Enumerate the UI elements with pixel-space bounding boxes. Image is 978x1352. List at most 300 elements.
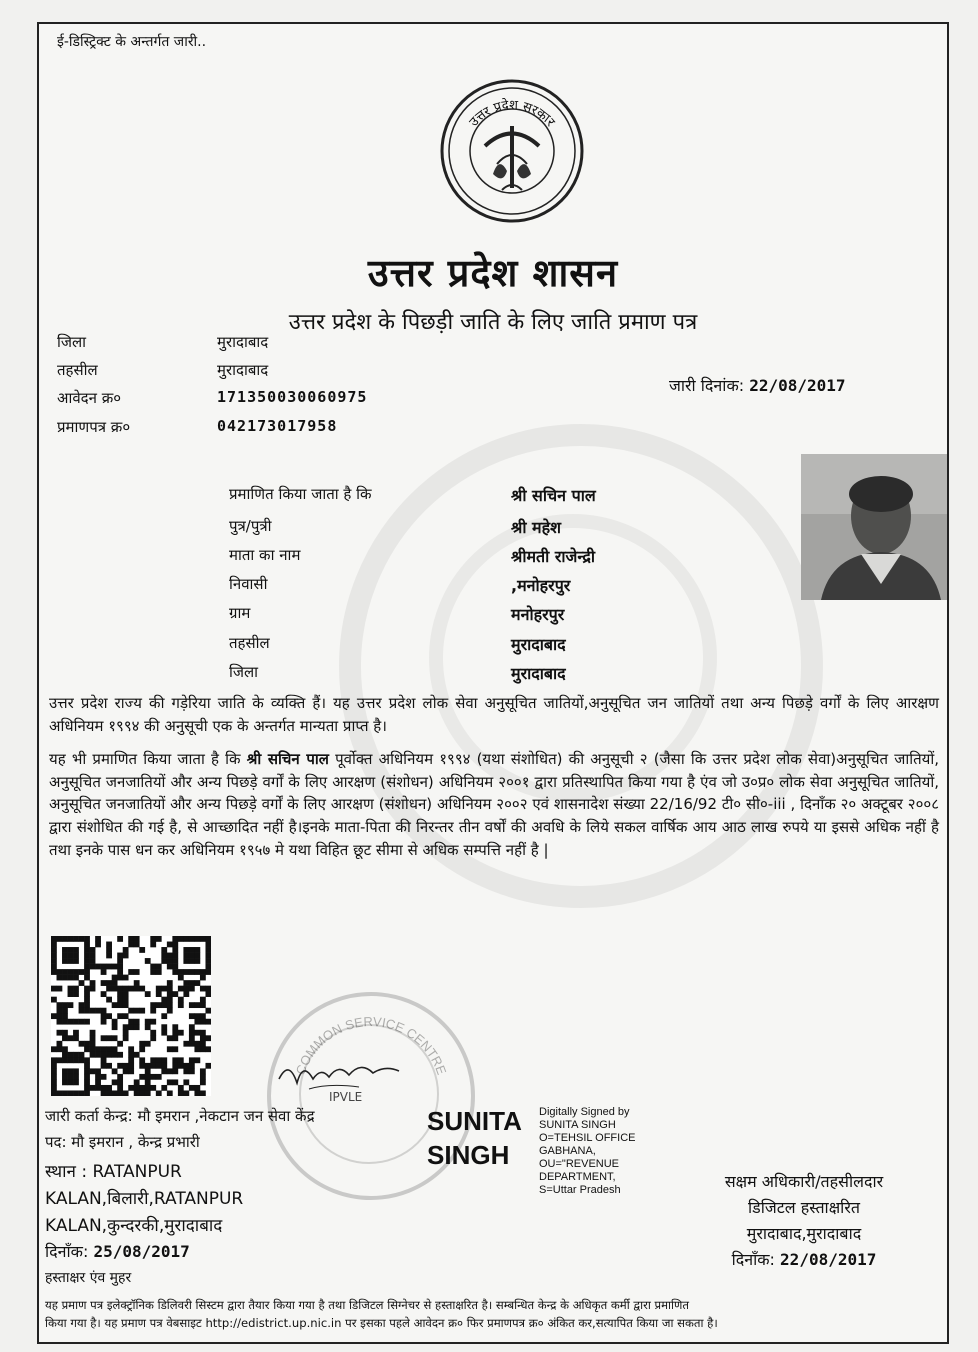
qr-module [57, 986, 63, 992]
qr-module [101, 1052, 107, 1058]
certificate-paragraph-1: उत्तर प्रदेश राज्य की गड़ेरिया जाति के व्यक्ति हैं। यह उत्तर प्रदेश लोक सेवा अनुसूचित जातियों,अनुसूचित जन जातियों तथा अन्य पिछड़े वर्गों के लिए आरक्षण अधिनियम १९९४ की अनुसूची एक के अन्तर्गत मान्यता प्राप्त है। [49, 694, 939, 735]
qr-module [200, 969, 206, 975]
qr-module [167, 1008, 173, 1014]
qr-module [200, 1046, 206, 1052]
qr-module [150, 1035, 156, 1041]
paragraph-2-start: यह भी प्रमाणित किया जाता है कि [49, 750, 241, 768]
applicant-photo [801, 454, 947, 600]
qr-module [62, 1090, 68, 1096]
qr-module [51, 947, 57, 953]
paragraph-2-name: श्री सचिन पाल [246, 750, 329, 768]
qr-module [205, 958, 211, 964]
qr-module [156, 1002, 162, 1008]
qr-module [123, 1002, 129, 1008]
qr-module [128, 1052, 134, 1058]
resident-value: ,मनोहरपुर [511, 576, 571, 595]
qr-module [62, 1030, 68, 1036]
qr-module [68, 975, 74, 981]
certified-label: प्रमाणित किया जाता है कि [229, 485, 372, 503]
qr-module [51, 986, 57, 992]
qr-module [101, 1074, 107, 1080]
qr-module [134, 936, 140, 942]
qr-module [57, 936, 63, 942]
qr-module [95, 1046, 101, 1052]
qr-module [156, 1057, 162, 1063]
qr-module [189, 953, 195, 959]
qr-module [117, 1013, 123, 1019]
authority-date [679, 1248, 929, 1270]
qr-module [62, 1046, 68, 1052]
qr-module [90, 1068, 96, 1074]
application-number-label: आवेदन क्र० [57, 389, 122, 407]
qr-module [156, 986, 162, 992]
emblem-text: उत्तर प्रदेश सरकार [466, 97, 558, 130]
qr-module [194, 1030, 200, 1036]
qr-module [73, 1079, 79, 1085]
qr-module [189, 1063, 195, 1069]
qr-module [112, 1002, 118, 1008]
qr-module [156, 936, 162, 942]
qr-module [51, 1074, 57, 1080]
qr-module [161, 1013, 167, 1019]
qr-module [139, 1063, 145, 1069]
qr-module [150, 1008, 156, 1014]
dsig-line: SUNITA SINGH [539, 1119, 616, 1131]
qr-module [79, 1090, 85, 1096]
qr-module [200, 997, 206, 1003]
qr-module [51, 969, 57, 975]
qr-module [101, 980, 107, 986]
qr-module [62, 1052, 68, 1058]
qr-module [194, 1046, 200, 1052]
qr-module [57, 1046, 63, 1052]
qr-module [150, 942, 156, 948]
qr-module [68, 1002, 74, 1008]
qr-module [101, 991, 107, 997]
qr-module [84, 953, 90, 959]
qr-module [183, 969, 189, 975]
qr-module [117, 997, 123, 1003]
dsig-line: O=TEHSIL OFFICE [539, 1132, 636, 1144]
qr-module [106, 1035, 112, 1041]
qr-module [79, 1057, 85, 1063]
qr-module [161, 1085, 167, 1091]
qr-module [178, 986, 184, 992]
qr-module [205, 964, 211, 970]
qr-module [205, 986, 211, 992]
qr-module [172, 969, 178, 975]
qr-module [150, 1074, 156, 1080]
qr-module [183, 1079, 189, 1085]
qr-module [51, 953, 57, 959]
qr-module [62, 969, 68, 975]
dsig-line: DEPARTMENT, [539, 1171, 616, 1183]
qr-module [167, 997, 173, 1003]
qr-module [106, 980, 112, 986]
qr-module [57, 1057, 63, 1063]
digital-signer-name [427, 1104, 522, 1172]
qr-module [172, 953, 178, 959]
issue-date-label: जारी दिनांक: [669, 376, 745, 395]
qr-module [51, 1013, 57, 1019]
qr-module [90, 986, 96, 992]
qr-module [134, 1085, 140, 1091]
qr-module [101, 1008, 107, 1014]
dsig-line: Digitally Signed by [539, 1106, 630, 1118]
qr-module [167, 1090, 173, 1096]
qr-module [150, 1063, 156, 1069]
qr-module [172, 1079, 178, 1085]
applicant-name: श्री सचिन पाल [511, 486, 596, 505]
qr-module [183, 1090, 189, 1096]
qr-module [172, 942, 178, 948]
qr-module [106, 1052, 112, 1058]
qr-module [68, 958, 74, 964]
qr-module [112, 1068, 118, 1074]
qr-module [68, 1079, 74, 1085]
person-district-label: जिला [229, 663, 259, 681]
qr-module [73, 936, 79, 942]
qr-module [172, 1024, 178, 1030]
qr-module [57, 1041, 63, 1047]
qr-module [128, 1046, 134, 1052]
resident-label: निवासी [229, 575, 268, 593]
qr-module [106, 997, 112, 1003]
qr-module [189, 947, 195, 953]
qr-module [172, 1030, 178, 1036]
qr-module [205, 1063, 211, 1069]
qr-module [62, 1019, 68, 1025]
qr-module [51, 958, 57, 964]
qr-module [57, 1008, 63, 1014]
qr-module [172, 1057, 178, 1063]
qr-module [106, 986, 112, 992]
qr-module [117, 936, 123, 942]
qr-module [167, 953, 173, 959]
qr-module [205, 947, 211, 953]
qr-module [183, 1041, 189, 1047]
qr-module [62, 953, 68, 959]
qr-module [84, 942, 90, 948]
qr-module [62, 1068, 68, 1074]
qr-module [200, 1019, 206, 1025]
qr-module [90, 964, 96, 970]
qr-module [145, 1019, 151, 1025]
qr-module [117, 953, 123, 959]
qr-module [150, 1030, 156, 1036]
qr-module [189, 1035, 195, 1041]
qr-module [68, 1057, 74, 1063]
qr-module [117, 986, 123, 992]
qr-module [73, 986, 79, 992]
qr-module [101, 969, 107, 975]
qr-module [150, 1019, 156, 1025]
qr-module [183, 986, 189, 992]
authority-date-label: दिनाँक: [731, 1250, 775, 1269]
qr-module [183, 1063, 189, 1069]
qr-module [145, 1085, 151, 1091]
qr-module [57, 1090, 63, 1096]
signature-seal-label: हस्ताक्षर एंव मुहर [45, 1270, 132, 1286]
qr-module [161, 1063, 167, 1069]
qr-module [139, 1041, 145, 1047]
qr-module [101, 1019, 107, 1025]
qr-module [84, 1002, 90, 1008]
qr-module [73, 953, 79, 959]
qr-module [139, 1085, 145, 1091]
parent-label: पुत्र/पुत्री [229, 517, 272, 535]
qr-module [189, 1024, 195, 1030]
qr-module [112, 1024, 118, 1030]
footer-line-1: यह प्रमाण पत्र इलेक्ट्रॉनिक डिलिवरी सिस्टम द्वारा तैयार किया गया है तथा डिजिटल सिग्नेचर से हस्ताक्षरित है। सम्बन्धित केन्द्र के अधिकृत कर्मी द्वारा प्रमाणित [45, 1298, 690, 1312]
qr-module [62, 1057, 68, 1063]
qr-module [134, 1008, 140, 1014]
qr-module [189, 1002, 195, 1008]
qr-module [106, 1063, 112, 1069]
qr-module [167, 1079, 173, 1085]
qr-module [68, 1035, 74, 1041]
qr-module [101, 1090, 107, 1096]
qr-module [167, 964, 173, 970]
document-title: उत्तर प्रदेश शासन [367, 251, 619, 295]
qr-module [84, 975, 90, 981]
digital-signature-details [539, 1106, 669, 1197]
qr-module [183, 947, 189, 953]
qr-module [205, 991, 211, 997]
qr-module [68, 986, 74, 992]
issuer-place-line-2: KALAN,बिलारी,RATANPUR [45, 1189, 244, 1209]
qr-module [95, 1068, 101, 1074]
qr-module [112, 975, 118, 981]
qr-module [79, 969, 85, 975]
qr-module [62, 975, 68, 981]
qr-module [106, 1046, 112, 1052]
qr-module [90, 980, 96, 986]
qr-module [123, 1024, 129, 1030]
qr-module [183, 953, 189, 959]
qr-module [101, 1035, 107, 1041]
qr-module [150, 1002, 156, 1008]
qr-code [51, 936, 211, 1096]
issue-date [669, 374, 846, 396]
qr-module [57, 1019, 63, 1025]
qr-module [62, 1002, 68, 1008]
qr-module [68, 1074, 74, 1080]
qr-module [84, 969, 90, 975]
qr-module [194, 1085, 200, 1091]
qr-module [128, 1063, 134, 1069]
qr-module [117, 1079, 123, 1085]
issuer-date-value: 25/08/2017 [93, 1242, 190, 1261]
qr-module [106, 953, 112, 959]
authority-location: मुरादाबाद,मुरादाबाद [746, 1224, 862, 1243]
qr-module [101, 1013, 107, 1019]
qr-module [112, 1019, 118, 1025]
qr-module [84, 997, 90, 1003]
qr-module [189, 1041, 195, 1047]
qr-module [172, 1063, 178, 1069]
qr-module [73, 1068, 79, 1074]
qr-module [84, 1008, 90, 1014]
qr-module [161, 1024, 167, 1030]
qr-module [161, 953, 167, 959]
qr-module [189, 1057, 195, 1063]
qr-module [51, 942, 57, 948]
qr-module [128, 942, 134, 948]
qr-module [112, 1046, 118, 1052]
village-value: मनोहरपुर [511, 605, 565, 624]
qr-module [205, 1046, 211, 1052]
qr-module [84, 1063, 90, 1069]
qr-module [178, 969, 184, 975]
qr-module [200, 1030, 206, 1036]
qr-module [178, 1085, 184, 1091]
qr-module [90, 1046, 96, 1052]
qr-module [205, 953, 211, 959]
qr-module [84, 1057, 90, 1063]
qr-module [183, 936, 189, 942]
qr-module [68, 1052, 74, 1058]
qr-module [205, 1008, 211, 1014]
qr-module [84, 958, 90, 964]
qr-module [167, 986, 173, 992]
qr-module [68, 1019, 74, 1025]
qr-module [194, 1057, 200, 1063]
qr-module [172, 958, 178, 964]
qr-module [51, 1068, 57, 1074]
qr-module [51, 1085, 57, 1091]
qr-module [101, 1063, 107, 1069]
qr-module [112, 1052, 118, 1058]
qr-module [139, 1046, 145, 1052]
qr-module [101, 1085, 107, 1091]
qr-module [51, 997, 57, 1003]
qr-module [79, 1002, 85, 1008]
top-note: ई-डिस्ट्रिक्ट के अन्तर्गत जारी.. [57, 34, 207, 50]
qr-module [134, 1019, 140, 1025]
qr-module [178, 1030, 184, 1036]
qr-module [106, 1090, 112, 1096]
qr-module [194, 947, 200, 953]
issuing-centre: जारी कर्ता केन्द्र: मौ इमरान ,नेकटान जन सेवा केंद्र [45, 1107, 315, 1125]
qr-module [161, 997, 167, 1003]
qr-module [123, 1013, 129, 1019]
qr-module [139, 1090, 145, 1096]
qr-module [73, 1030, 79, 1036]
issuer-post: पद: मौ इमरान , केन्द्र प्रभारी [45, 1133, 200, 1151]
qr-module [167, 1046, 173, 1052]
application-number: 171350030060975 [217, 388, 368, 406]
qr-module [95, 964, 101, 970]
qr-module [178, 1057, 184, 1063]
qr-module [200, 1074, 206, 1080]
qr-module [167, 991, 173, 997]
parent-name: श्री महेश [511, 518, 561, 537]
qr-module [161, 947, 167, 953]
qr-module [95, 936, 101, 942]
qr-module [84, 1074, 90, 1080]
qr-module [68, 953, 74, 959]
qr-module [172, 991, 178, 997]
qr-module [79, 1008, 85, 1014]
qr-module [178, 1063, 184, 1069]
qr-module [117, 958, 123, 964]
qr-module [51, 1079, 57, 1085]
qr-module [172, 947, 178, 953]
certificate-number-label: प्रमाणपत्र क्र० [57, 418, 131, 436]
qr-module [123, 986, 129, 992]
qr-module [189, 1013, 195, 1019]
footer-note [45, 1296, 941, 1332]
qr-module [150, 969, 156, 975]
qr-module [73, 975, 79, 981]
dsig-line: GABHANA, [539, 1145, 596, 1157]
qr-module [172, 1035, 178, 1041]
issuer-date-label: दिनाँक: [45, 1242, 89, 1261]
qr-module [106, 1085, 112, 1091]
person-tehsil-value: मुरादाबाद [511, 635, 566, 654]
qr-module [139, 1057, 145, 1063]
qr-module [73, 947, 79, 953]
qr-module [194, 1019, 200, 1025]
qr-module [178, 975, 184, 981]
qr-module [84, 1085, 90, 1091]
qr-module [123, 991, 129, 997]
qr-module [189, 969, 195, 975]
qr-module [68, 991, 74, 997]
qr-module [117, 1052, 123, 1058]
qr-module [145, 1090, 151, 1096]
village-label: ग्राम [229, 604, 251, 622]
qr-module [183, 1068, 189, 1074]
qr-module [62, 1013, 68, 1019]
certificate-number: 042173017958 [217, 417, 338, 435]
qr-module [106, 942, 112, 948]
qr-module [62, 1079, 68, 1085]
qr-module [123, 975, 129, 981]
qr-module [167, 1002, 173, 1008]
person-district-value: मुरादाबाद [511, 664, 566, 683]
qr-module [90, 1008, 96, 1014]
qr-module [161, 1002, 167, 1008]
qr-module [145, 1041, 151, 1047]
qr-module [161, 1030, 167, 1036]
qr-module [95, 1085, 101, 1091]
qr-module [79, 1052, 85, 1058]
qr-module [123, 1068, 129, 1074]
qr-module [57, 1013, 63, 1019]
qr-module [167, 980, 173, 986]
qr-module [183, 991, 189, 997]
qr-module [51, 1063, 57, 1069]
up-state-emblem [437, 76, 587, 226]
qr-module [145, 1074, 151, 1080]
qr-module [128, 1024, 134, 1030]
qr-module [62, 947, 68, 953]
qr-module [145, 991, 151, 997]
qr-module [117, 991, 123, 997]
qr-module [95, 1074, 101, 1080]
qr-module [200, 986, 206, 992]
qr-module [62, 936, 68, 942]
qr-module [117, 964, 123, 970]
mother-label: माता का नाम [229, 546, 301, 564]
qr-module [117, 1063, 123, 1069]
qr-module [172, 1068, 178, 1074]
qr-module [84, 1046, 90, 1052]
stamp-text: COMMON SERVICE CENTRE [292, 1013, 450, 1077]
district-value: मुरादाबाद [217, 333, 269, 351]
